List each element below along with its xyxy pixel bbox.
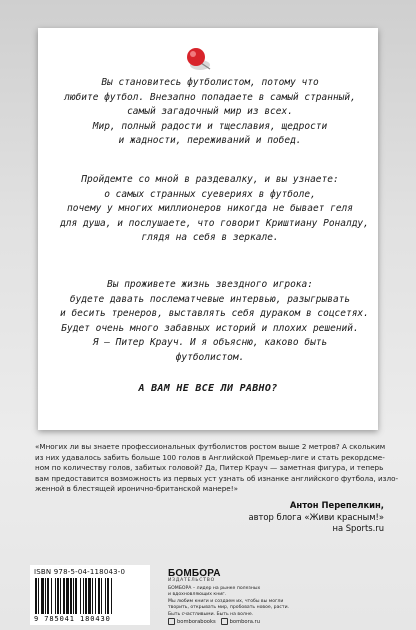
isbn-label: ISBN 978-5-04-118043-0 [34,568,126,576]
publisher-site[interactable]: bombora.ru [229,619,260,625]
publisher-line: БОМБОРА – лидер на рынке полезных [168,586,261,591]
quote-attribution [248,500,384,535]
publisher-line: Мы любим книги и создаем их, чтобы вы могли [168,598,284,604]
note-line: и бесить тренеров, выставлять себя дураком в соцсетях. [60,308,369,320]
publisher-line: творить, открывать мир, пробовать новое, расти. [168,605,290,611]
note-line: Вы проживете жизнь звездного игрока: [107,279,313,290]
publisher-logo: БОМБОРА [168,568,221,579]
social-icon [168,618,175,625]
note-paragraph-3 [60,278,369,366]
note-paragraph-1 [60,76,360,149]
publisher-line: Быть счастливыми. Быть на волне. [168,611,254,617]
note-line: Будет очень много забавных историй и плохих решений. [61,322,359,334]
note-line: любите футбол. Внезапно попадаете в самый странный, [64,91,356,103]
note-line: Пройдемте со мной в раздевалку, и вы узнаете: [81,174,339,185]
note-line: футболистом. [175,351,245,363]
barcode-block [30,565,150,625]
note-line: Я — Питер Крауч. И я объясню, каково быть [92,337,328,349]
quote-line: вам предоставится возможность из первых уст узнать об изнанке английского футбола, изло- [35,473,399,483]
note-paragraph-2 [60,173,369,246]
note-line: самый загадочный мир из всех. [127,106,293,118]
note-line: Вы становитесь футболистом, потому что [101,77,319,88]
note-line: почему у многих миллионеров никогда не бывает геля [67,203,353,215]
publisher-tagline: ИЗДАТЕЛЬСТВО [168,578,216,583]
note-line: глядя на себя в зеркале. [141,232,279,244]
quote-line: из них удавалось забить больше 100 голов в Английской Премьер-лиге и стать рекордсме- [35,452,385,462]
note-line: о самых странных суевериях в футболе, [104,188,316,200]
quote-author-site: на Sports.ru [332,523,384,533]
note-line: и жадности, переживаний и побед. [118,135,302,147]
globe-icon [221,618,228,625]
publisher-links [168,618,260,625]
note-line: будете давать послематчевые интервью, разыгрывать [69,293,351,305]
pinned-note [38,28,378,430]
quote-author: Антон Перепелкин, [289,500,384,510]
quote-line: «Многих ли вы знаете профессиональных футболистов ростом выше 2 метров? А скольким [35,442,386,451]
publisher-social[interactable]: bomborabooks [177,619,216,625]
publisher-line: и вдохновляющих книг. [168,592,227,598]
closing-question: А ВАМ НЕ ВСЕ ЛИ РАВНО? [138,383,278,394]
barcode-icon [34,578,146,616]
note-line: Мир, полный радости и тщеславия, щедрости [92,120,328,132]
publisher-block [168,568,328,618]
note-line: для душа, и послушаете, что говорит Криштиану Роналду, [60,217,369,229]
review-quote [35,442,399,495]
barcode-digits: 9 785041 180430 [34,615,111,623]
publisher-description [168,586,328,618]
quote-line: ном по количеству голов, забитых головой? Да, Питер Крауч — заметная фигура, и теперь [35,463,384,473]
pushpin-icon [176,43,226,77]
quote-author-role: автор блога «Живи красным!» [248,511,384,522]
quote-line: женной в блестящей иронично-британской манере!» [35,484,238,494]
